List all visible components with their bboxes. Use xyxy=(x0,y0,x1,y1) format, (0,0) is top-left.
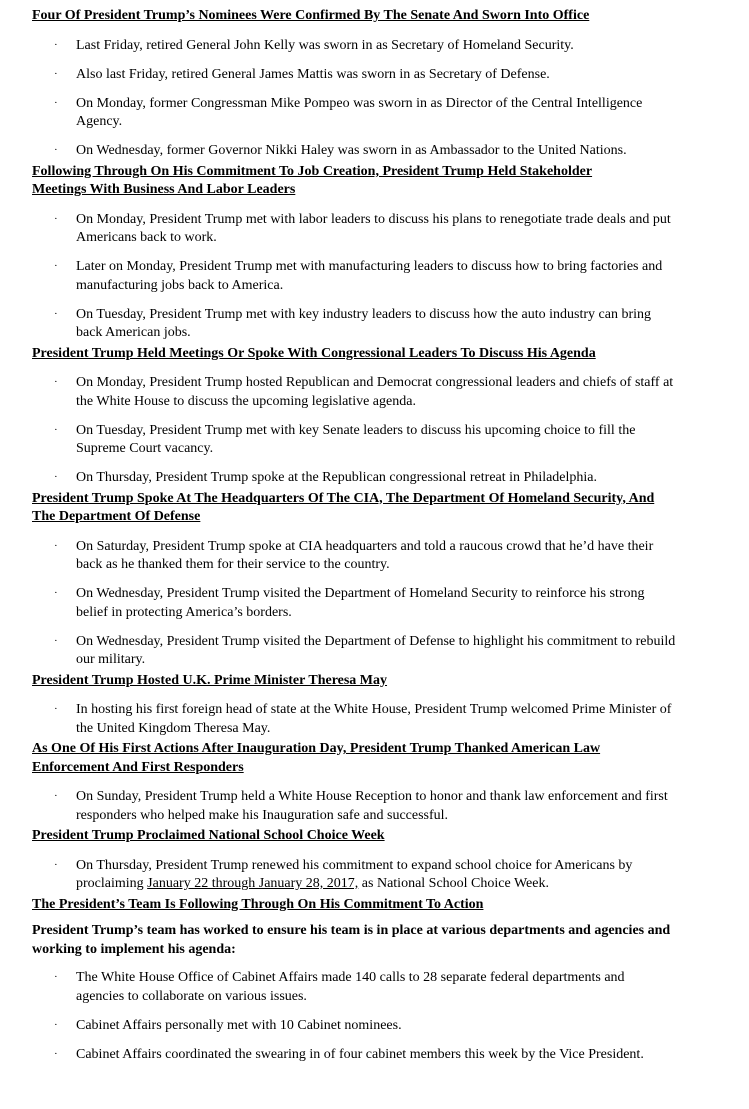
list-item-text: Cabinet Affairs coordinated the swearing in of four cabinet members this week by the Vice President. xyxy=(76,1046,644,1062)
bullet-icon: · xyxy=(54,376,58,388)
list-item-text: On Monday, President Trump met with labor leaders to discuss his plans to renegotiate trade deals and put Americans back to work. xyxy=(76,211,671,245)
list-item xyxy=(32,1017,676,1036)
intro-paragraph: President Trump’s team has worked to ensure his team is in place at various departments and agencies and working to implement his agenda: xyxy=(32,923,671,957)
bullet-list xyxy=(32,538,735,670)
section-heading: President Trump Hosted U.K. Prime Minister Theresa May xyxy=(32,672,388,688)
date-range-link[interactable]: January 22 through January 28, 2017, xyxy=(147,876,359,891)
bullet-list xyxy=(32,211,735,343)
bullet-list xyxy=(32,969,735,1064)
list-item xyxy=(32,211,676,248)
bullet-icon: · xyxy=(54,260,58,272)
list-item xyxy=(32,857,676,894)
list-item xyxy=(32,66,676,85)
list-item-text: On Thursday, President Trump spoke at the Republican congressional retreat in Philadelphia. xyxy=(76,470,598,485)
list-item-text: Later on Monday, President Trump met with manufacturing leaders to discuss how to bring factories and manufacturing jobs back to America. xyxy=(76,259,663,293)
bullet-list xyxy=(32,701,735,738)
bullet-list xyxy=(32,37,735,161)
list-item xyxy=(32,374,676,411)
list-item xyxy=(32,37,676,56)
bullet-icon: · xyxy=(54,1047,58,1060)
list-item-text: Last Friday, retired General John Kelly was sworn in as Secretary of Homeland Security. xyxy=(76,37,574,53)
list-item xyxy=(32,538,676,575)
list-item xyxy=(32,306,676,343)
section-heading: President Trump Held Meetings Or Spoke With Congressional Leaders To Discuss His Agenda xyxy=(32,345,596,361)
list-item xyxy=(32,422,676,459)
list-item-text: On Tuesday, President Trump met with key industry leaders to discuss how the auto industry can bring back American jobs. xyxy=(76,306,651,340)
list-item-text: On Sunday, President Trump held a White House Reception to honor and thank law enforcement and first responders who helped make his Inauguration safe and successful. xyxy=(76,789,668,823)
list-item xyxy=(32,469,676,488)
section-heading: As One Of His First Actions After Inauguration Day, President Trump Thanked American Law Enforcement And First Responders xyxy=(32,741,601,775)
bullet-list xyxy=(32,788,735,825)
bullet-icon: · xyxy=(54,703,58,715)
list-item-text: Cabinet Affairs personally met with 10 Cabinet nominees. xyxy=(76,1017,402,1033)
bullet-icon: · xyxy=(54,971,58,983)
bullet-icon: · xyxy=(54,67,58,80)
bullet-icon: · xyxy=(54,96,58,109)
bullet-icon: · xyxy=(54,539,58,552)
list-item-text: On Monday, former Congressman Mike Pompeo was sworn in as Director of the Central Intelligence Agency. xyxy=(76,95,643,129)
list-item xyxy=(32,788,676,825)
bullet-icon: · xyxy=(54,423,58,436)
bullet-icon: · xyxy=(54,212,58,225)
section-heading: Following Through On His Commitment To Job Creation, President Trump Held Stakeholder Meetings With Business And Labor Leaders xyxy=(32,163,593,197)
bullet-icon: · xyxy=(54,587,58,599)
bullet-icon: · xyxy=(54,1018,58,1031)
list-item xyxy=(32,969,676,1006)
list-item-text-after: as National School Choice Week. xyxy=(358,876,549,891)
list-item-text: On Wednesday, former Governor Nikki Haley was sworn in as Ambassador to the United Nations. xyxy=(76,143,627,158)
section-heading: The President’s Team Is Following Through On His Commitment To Action xyxy=(32,896,484,912)
list-item-text: Also last Friday, retired General James Mattis was sworn in as Secretary of Defense. xyxy=(76,66,550,82)
section-heading: President Trump Proclaimed National School Choice Week xyxy=(32,828,385,843)
list-item-text: On Wednesday, President Trump visited the Department of Defense to highlight his commitment to rebuild our military. xyxy=(76,633,676,667)
bullet-icon: · xyxy=(54,144,58,156)
bullet-list xyxy=(32,857,735,894)
list-item xyxy=(32,95,676,132)
list-item-text: In hosting his first foreign head of state at the White House, President Trump welcomed Prime Minister of the United Kingdom Theresa May. xyxy=(76,702,672,736)
list-item-text: On Saturday, President Trump spoke at CIA headquarters and told a raucous crowd that he’d have their back as he thanked them for their service to the country. xyxy=(76,538,654,572)
bullet-icon: · xyxy=(54,307,58,320)
bullet-icon: · xyxy=(54,634,58,647)
list-item xyxy=(32,258,676,295)
section-heading: President Trump Spoke At The Headquarters Of The CIA, The Department Of Homeland Security, And The Department Of Defense xyxy=(32,490,655,524)
list-item-text-before: On Thursday, President Trump renewed his commitment to expand school choice for Americans by proclaiming xyxy=(76,857,633,891)
bullet-icon: · xyxy=(54,858,58,871)
list-item xyxy=(32,142,676,161)
list-item-text: On Wednesday, President Trump visited the Department of Homeland Security to reinforce his strong belief in protecting America’s borders. xyxy=(76,586,645,620)
list-item-text: On Monday, President Trump hosted Republican and Democrat congressional leaders and chiefs of staff at the White House to discuss the upcoming legislative agenda. xyxy=(76,375,674,409)
bullet-list xyxy=(32,374,735,488)
list-item-text: The White House Office of Cabinet Affairs made 140 calls to 28 separate federal departments and agencies to collaborate on various issues. xyxy=(76,970,625,1004)
list-item-text: On Tuesday, President Trump met with key Senate leaders to discuss his upcoming choice to fill the Supreme Court vacancy. xyxy=(76,422,636,456)
bullet-icon: · xyxy=(54,471,58,483)
section-heading: Four Of President Trump’s Nominees Were Confirmed By The Senate And Sworn Into Office xyxy=(32,8,590,23)
bullet-icon: · xyxy=(54,790,58,802)
list-item xyxy=(32,701,676,738)
list-item xyxy=(32,633,676,670)
list-item xyxy=(32,1046,676,1065)
list-item xyxy=(32,585,676,622)
bullet-icon: · xyxy=(54,38,58,51)
